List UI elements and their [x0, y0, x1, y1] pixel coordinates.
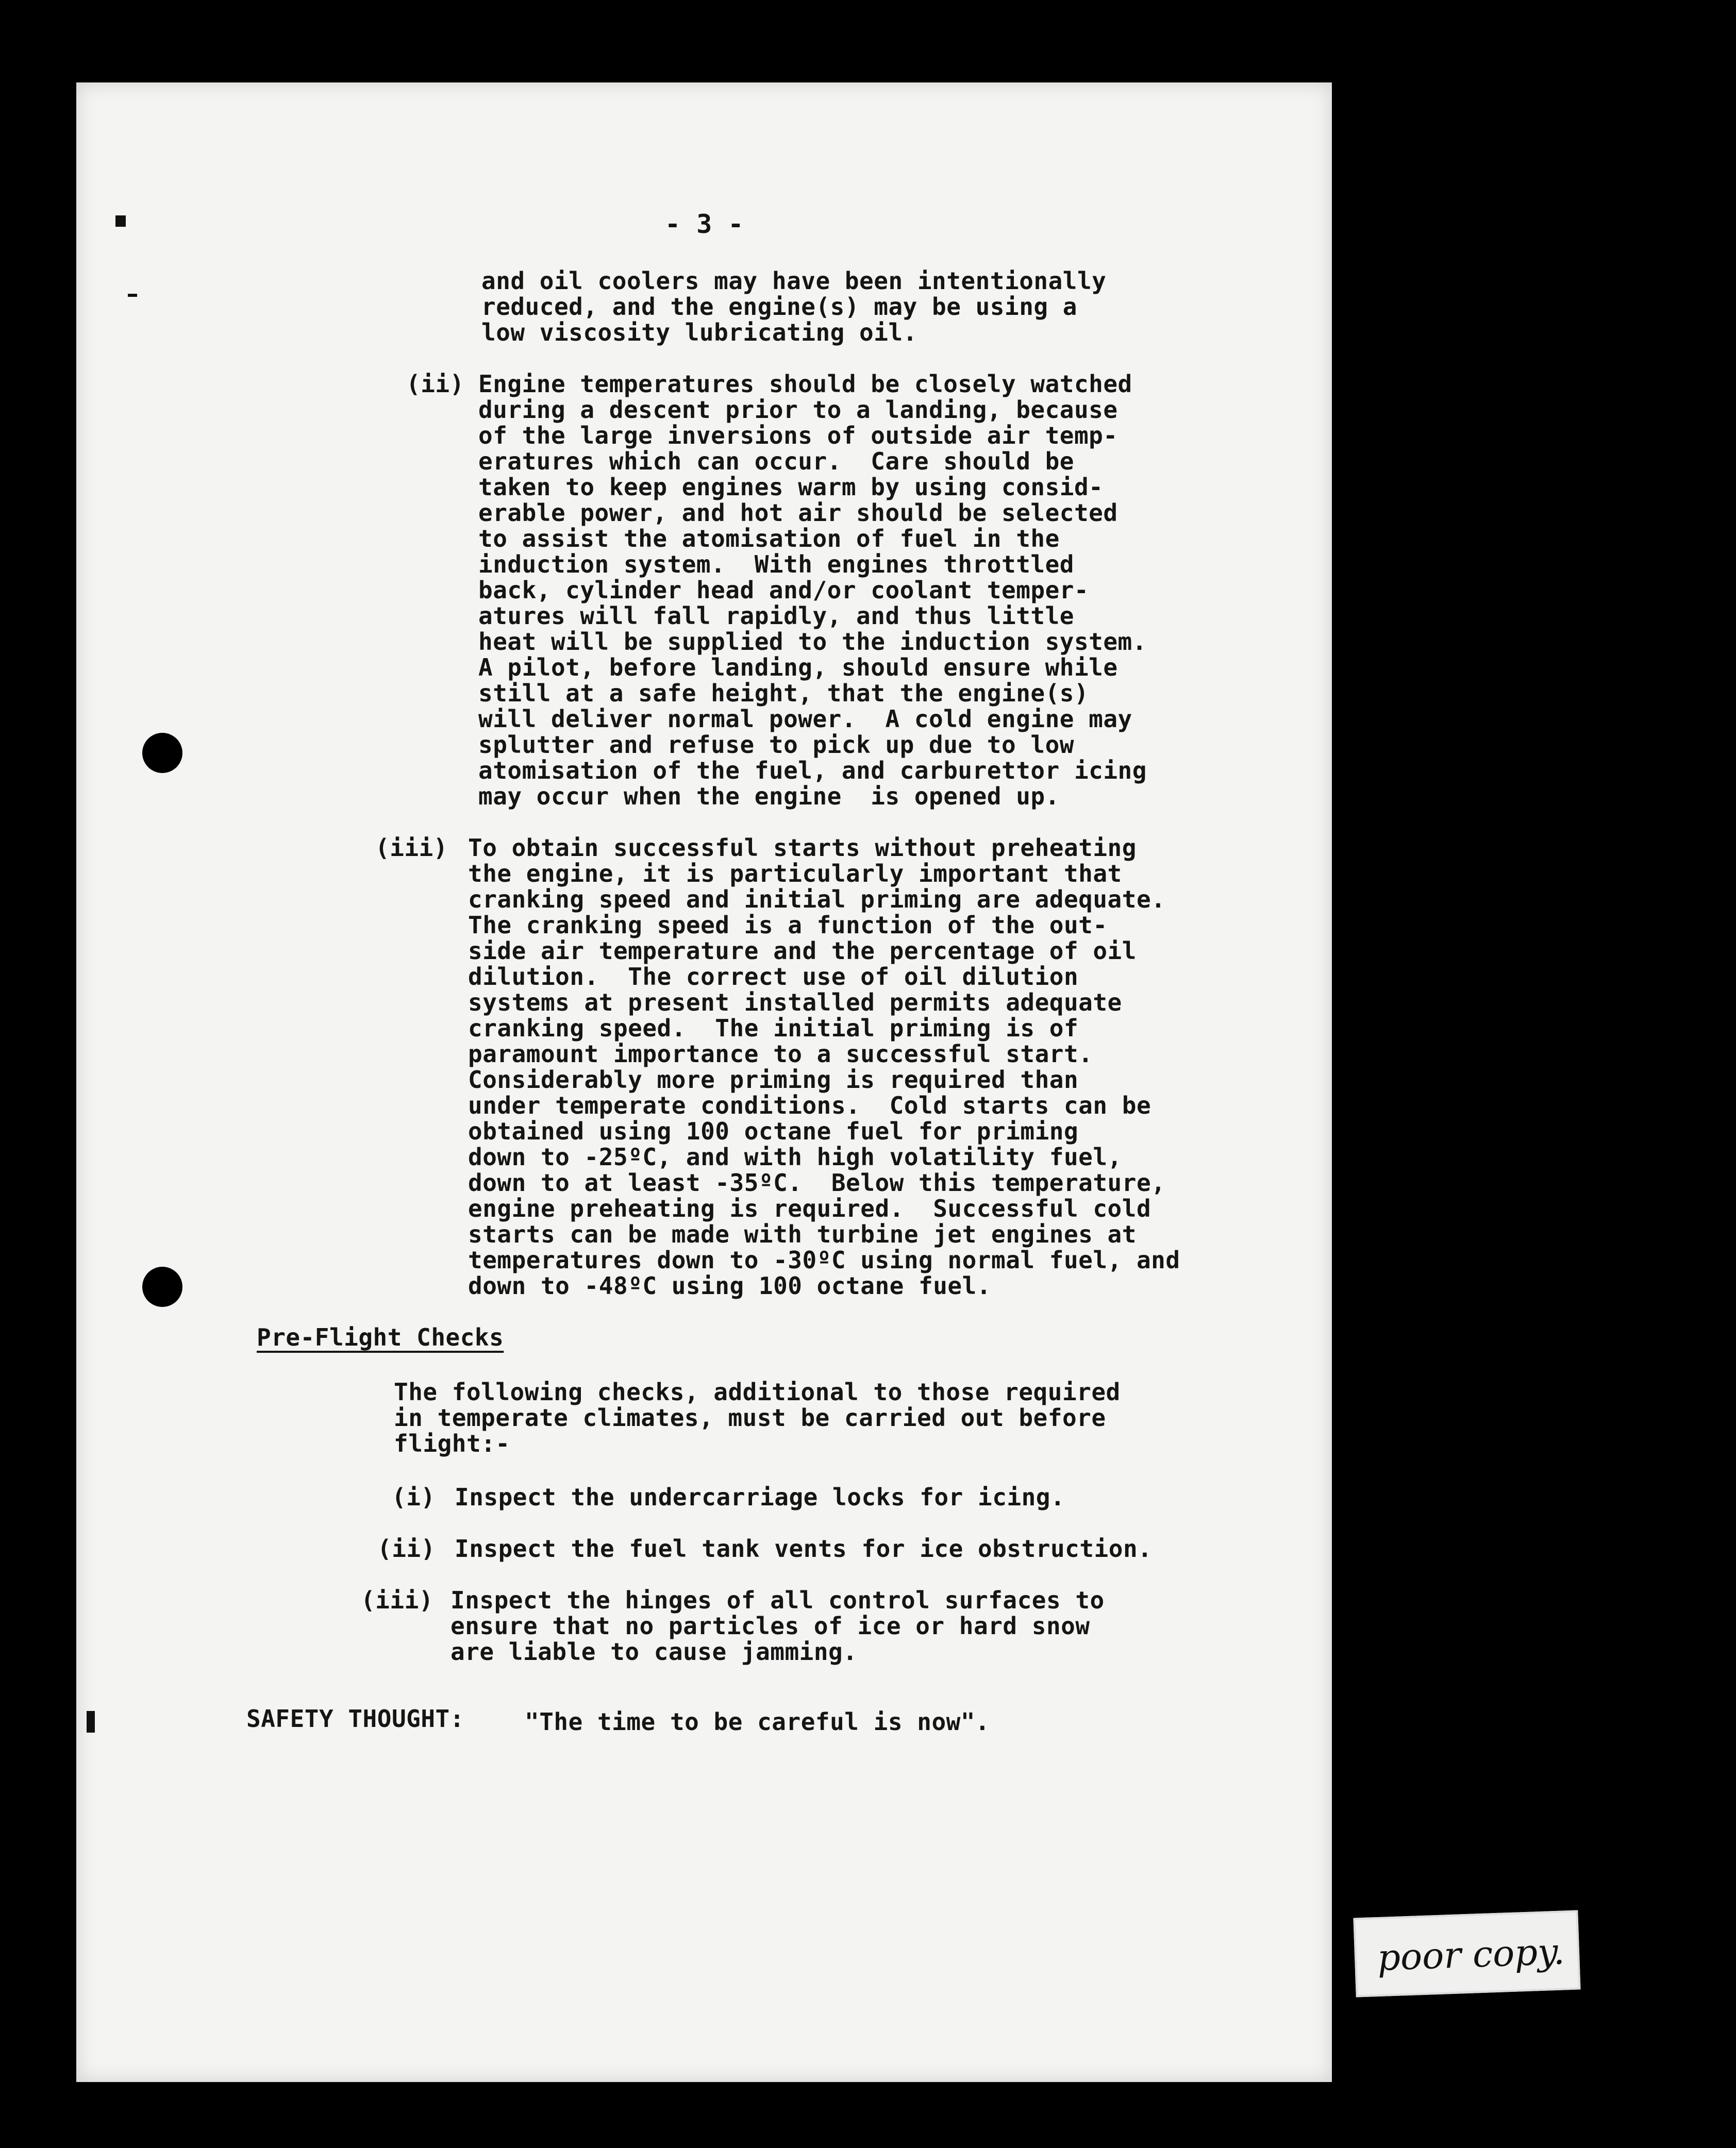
text-line: systems at present installed permits adequate — [468, 988, 1122, 1016]
text-line: under temperate conditions. Cold starts can be — [468, 1092, 1151, 1119]
text-line: engine preheating is required. Successful cold — [468, 1195, 1151, 1222]
text-line: Inspect the fuel tank vents for ice obstruction. — [455, 1535, 1153, 1563]
text-line: and oil coolers may have been intentionally — [481, 267, 1107, 295]
text-line: obtained using 100 octane fuel for priming — [468, 1117, 1079, 1145]
text-line: atures will fall rapidly, and thus little — [478, 602, 1074, 630]
safety-label: SAFETY THOUGHT: — [246, 1705, 464, 1733]
text-line: low viscosity lubricating oil. — [481, 318, 917, 346]
section-heading: Pre-Flight Checks — [257, 1323, 504, 1351]
check-text — [450, 1587, 1105, 1665]
safety-text: "The time to be careful is now". — [525, 1708, 990, 1736]
text-line: splutter and refuse to pick up due to low — [478, 731, 1074, 759]
punch-hole — [142, 1267, 182, 1307]
text-line: paramount importance to a successful start. — [468, 1040, 1093, 1068]
text-line: down to at least -35ºC. Below this temperature, — [468, 1169, 1166, 1197]
item-paragraph — [468, 835, 1180, 1299]
text-line: dilution. The correct use of oil dilution — [468, 963, 1079, 991]
text-line: Inspect the undercarriage locks for icing. — [455, 1483, 1065, 1511]
check-text — [455, 1536, 1152, 1562]
text-line: during a descent prior to a landing, because — [478, 396, 1118, 424]
text-line: down to -25ºC, and with high volatility fuel, — [468, 1143, 1122, 1171]
text-line: A pilot, before landing, should ensure while — [478, 653, 1118, 681]
text-line: erable power, and hot air should be selected — [478, 499, 1118, 527]
text-line: The cranking speed is a function of the out- — [468, 911, 1108, 939]
text-line: To obtain successful starts without preheating — [468, 834, 1137, 862]
handwritten-label — [1353, 1910, 1580, 1997]
text-line: Inspect the hinges of all control surfaces to — [450, 1586, 1105, 1614]
item-paragraph — [478, 371, 1147, 809]
text-line: taken to keep engines warm by using consid- — [478, 473, 1104, 501]
text-line: side air temperature and the percentage of oil — [468, 937, 1137, 965]
text-line: Engine temperatures should be closely watched — [478, 370, 1132, 398]
punch-hole — [142, 733, 182, 773]
text-line: eratures which can occur. Care should be — [478, 447, 1074, 475]
item-label: (iii) — [375, 834, 448, 862]
text-line: in temperate climates, must be carried out before — [394, 1404, 1106, 1432]
text-line: of the large inversions of outside air temp- — [478, 422, 1118, 449]
text-line: may occur when the engine is opened up. — [478, 782, 1060, 810]
text-line: Considerably more priming is required than — [468, 1066, 1079, 1094]
text-line: are liable to cause jamming. — [450, 1638, 858, 1666]
text-line: starts can be made with turbine jet engines at — [468, 1220, 1137, 1248]
text-line: ensure that no particles of ice or hard snow — [450, 1612, 1090, 1640]
margin-mark — [128, 294, 137, 297]
text-line: temperatures down to -30ºC using normal fuel, and — [468, 1246, 1180, 1274]
text-line: the engine, it is particularly important that — [468, 860, 1122, 887]
text-line: The following checks, additional to those required — [394, 1378, 1121, 1406]
handwritten-note: poor copy. — [1376, 1930, 1565, 1979]
margin-mark — [115, 215, 126, 227]
text-line: induction system. With engines throttled — [478, 550, 1074, 578]
page-number: - 3 - — [665, 209, 744, 239]
margin-mark — [87, 1711, 95, 1733]
text-line: to assist the atomisation of fuel in the — [478, 525, 1060, 552]
text-line: cranking speed and initial priming are adequate. — [468, 885, 1166, 913]
text-line: reduced, and the engine(s) may be using a — [481, 293, 1077, 321]
check-label: (i) — [392, 1483, 436, 1511]
item-label: (ii) — [406, 370, 464, 398]
intro-paragraph — [481, 268, 1106, 345]
text-line: heat will be supplied to the induction system. — [478, 628, 1147, 656]
check-label: (iii) — [361, 1586, 433, 1614]
text-line: flight:- — [394, 1430, 510, 1457]
text-line: atomisation of the fuel, and carburettor icing — [478, 757, 1147, 784]
document-page — [76, 82, 1332, 2082]
text-line: still at a safe height, that the engine(s) — [478, 679, 1089, 707]
text-line: down to -48ºC using 100 octane fuel. — [468, 1272, 991, 1300]
text-line: cranking speed. The initial priming is of — [468, 1014, 1079, 1042]
section-intro-paragraph — [394, 1379, 1121, 1456]
check-text — [455, 1484, 1065, 1510]
text-line: will deliver normal power. A cold engine may — [478, 705, 1132, 733]
check-label: (ii) — [377, 1535, 436, 1563]
text-line: back, cylinder head and/or coolant temper- — [478, 576, 1089, 604]
